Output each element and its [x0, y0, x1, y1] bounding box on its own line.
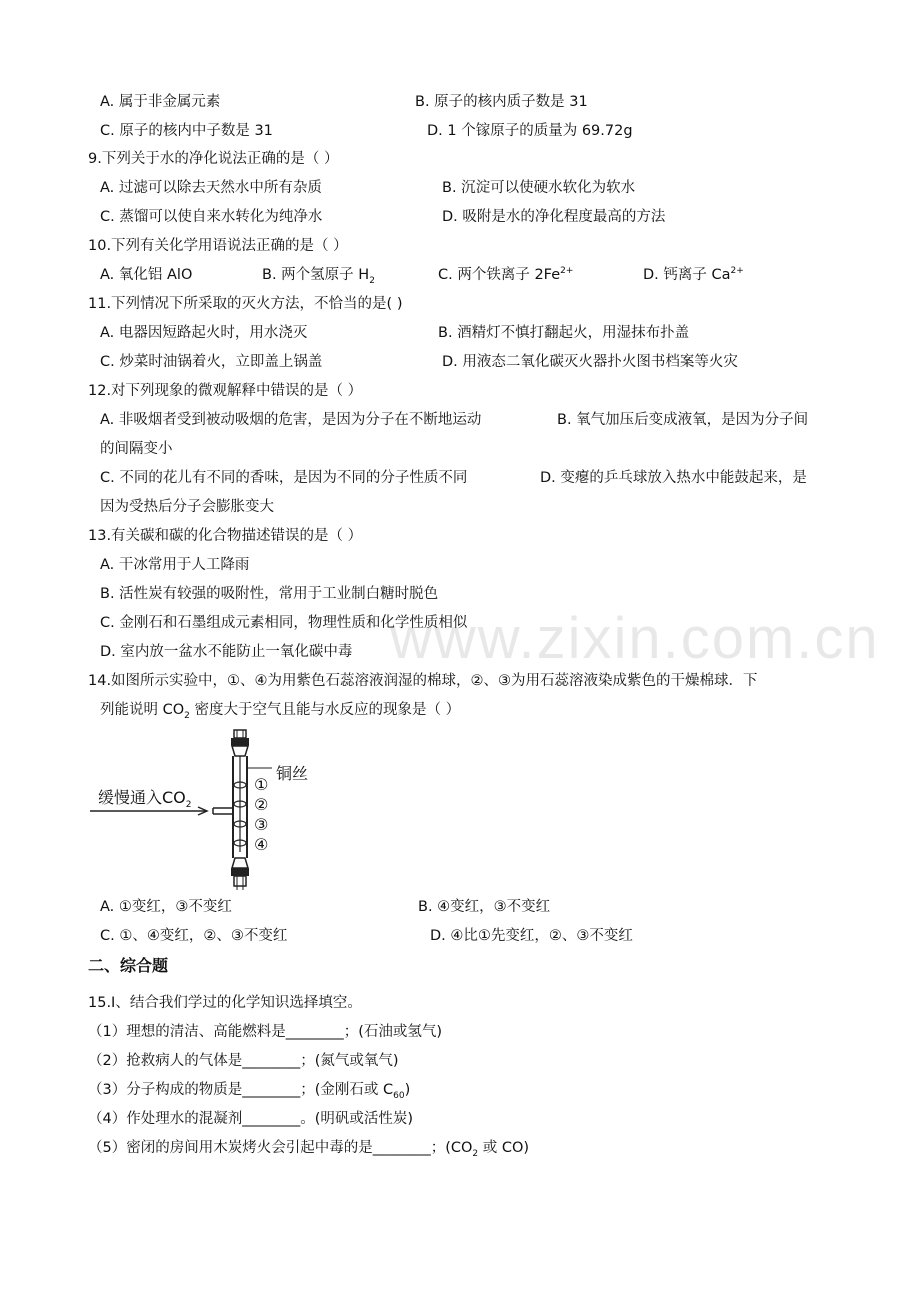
q12-option-b-line2: 的间隔变小 — [100, 441, 173, 457]
figure-marker-1: ① — [254, 775, 269, 794]
q14-option-b: B. ④变红，③不变红 — [418, 899, 551, 915]
figure-inlet-label: 缓慢通入$CO_2$ — [98, 788, 192, 811]
q15-item-1: （1）理想的清洁、高能燃料是________；(石油或氢气) — [88, 1024, 443, 1040]
q12-stem: 12.对下列现象的微观解释中错误的是（ ） — [88, 383, 363, 399]
q8-option-a: A. 属于非金属元素 — [100, 94, 221, 110]
q10-option-b: B. 两个氢原子 $H_2$ — [262, 267, 375, 286]
q9-option-a: A. 过滤可以除去天然水中所有杂质 — [100, 180, 322, 196]
q13-option-b: B. 活性炭有较强的吸附性，常用于工业制白糖时脱色 — [100, 586, 439, 602]
q12-option-c: C. 不同的花儿有不同的香味，是因为不同的分子性质不同 — [100, 470, 468, 486]
q15-item-4: （4）作处理水的混凝剂________。(明矾或活性炭) — [88, 1111, 414, 1127]
co2-experiment-figure — [88, 728, 328, 892]
q12-option-a: A. 非吸烟者受到被动吸烟的危害，是因为分子在不断地运动 — [100, 412, 482, 428]
q11-option-a: A. 电器因短路起火时，用水浇灭 — [100, 325, 308, 341]
q11-option-b: B. 酒精灯不慎打翻起火，用湿抹布扑盖 — [438, 325, 690, 341]
q14-stem-line1: 14.如图所示实验中，①、④为用紫色石蕊溶液润湿的棉球，②、③为用石蕊溶液染成紫色的干燥棉球．下 — [88, 673, 758, 689]
q8-option-c: C. 原子的核内中子数是 31 — [100, 123, 273, 139]
q10-stem: 10.下列有关化学用语说法正确的是（ ） — [88, 238, 348, 254]
q8-option-b: B. 原子的核内质子数是 31 — [415, 94, 588, 110]
q9-option-d: D. 吸附是水的净化程度最高的方法 — [442, 209, 666, 225]
q15-stem: 15.Ⅰ、结合我们学过的化学知识选择填空。 — [88, 995, 362, 1011]
q14-option-a: A. ①变红，③不变红 — [100, 899, 232, 915]
watermark: www.zixin.com.cn — [390, 606, 880, 671]
q8-option-d: D. 1 个镓原子的质量为 69.72g — [427, 123, 633, 139]
q11-option-c: C. 炒菜时油锅着火，立即盖上锅盖 — [100, 354, 323, 370]
figure-marker-4: ④ — [254, 835, 269, 854]
q14-stem-line2: 列能说明 $CO_2$ 密度大于空气且能与水反应的现象是（ ） — [100, 702, 461, 721]
figure-marker-2: ② — [254, 795, 269, 814]
q12-option-d-line2: 因为受热后分子会膨胀变大 — [100, 499, 274, 515]
q12-option-b-line1: B. 氧气加压后变成液氧，是因为分子间 — [557, 412, 809, 428]
q11-stem: 11.下列情况下所采取的灭火方法，不恰当的是( ) — [88, 296, 403, 312]
q13-option-d: D. 室内放一盆水不能防止一氧化碳中毒 — [100, 644, 353, 660]
q15-item-5: （5）密闭的房间用木炭烤火会引起中毒的是________；($CO_2$ 或 CO) — [88, 1140, 530, 1159]
q9-option-c: C. 蒸馏可以使自来水转化为纯净水 — [100, 209, 323, 225]
q9-stem: 9.下列关于水的净化说法正确的是（ ） — [88, 151, 339, 167]
q15-item-3: （3）分子构成的物质是________；(金刚石或 $C_{60}$) — [88, 1082, 411, 1101]
q10-option-a: A. 氧化铝 AlO — [100, 267, 193, 283]
q12-option-d-line1: D. 变瘪的乒乓球放入热水中能鼓起来，是 — [540, 470, 807, 486]
q10-option-c: C. 两个铁离子 $2Fe^{2+}$ — [438, 266, 574, 283]
figure-marker-3: ③ — [254, 815, 269, 834]
figure-copper-wire-label: 铜丝 — [276, 764, 309, 783]
q9-option-b: B. 沉淀可以使硬水软化为软水 — [442, 180, 636, 196]
q14-option-c: C. ①、④变红，②、③不变红 — [100, 928, 288, 944]
q13-option-a: A. 干冰常用于人工降雨 — [100, 557, 250, 573]
q13-stem: 13.有关碳和碳的化合物描述错误的是（ ） — [88, 528, 363, 544]
q14-option-d: D. ④比①先变红，②、③不变红 — [430, 928, 633, 944]
section-heading: 二、综合题 — [88, 956, 169, 975]
q13-option-c: C. 金刚石和石墨组成元素相同，物理性质和化学性质相似 — [100, 615, 468, 631]
q11-option-d: D. 用液态二氧化碳灭火器扑火图书档案等火灾 — [442, 354, 738, 370]
q10-option-d: D. 钙离子 $Ca^{2+}$ — [643, 266, 744, 283]
q15-item-2: （2）抢救病人的气体是________；(氮气或氧气) — [88, 1053, 399, 1069]
